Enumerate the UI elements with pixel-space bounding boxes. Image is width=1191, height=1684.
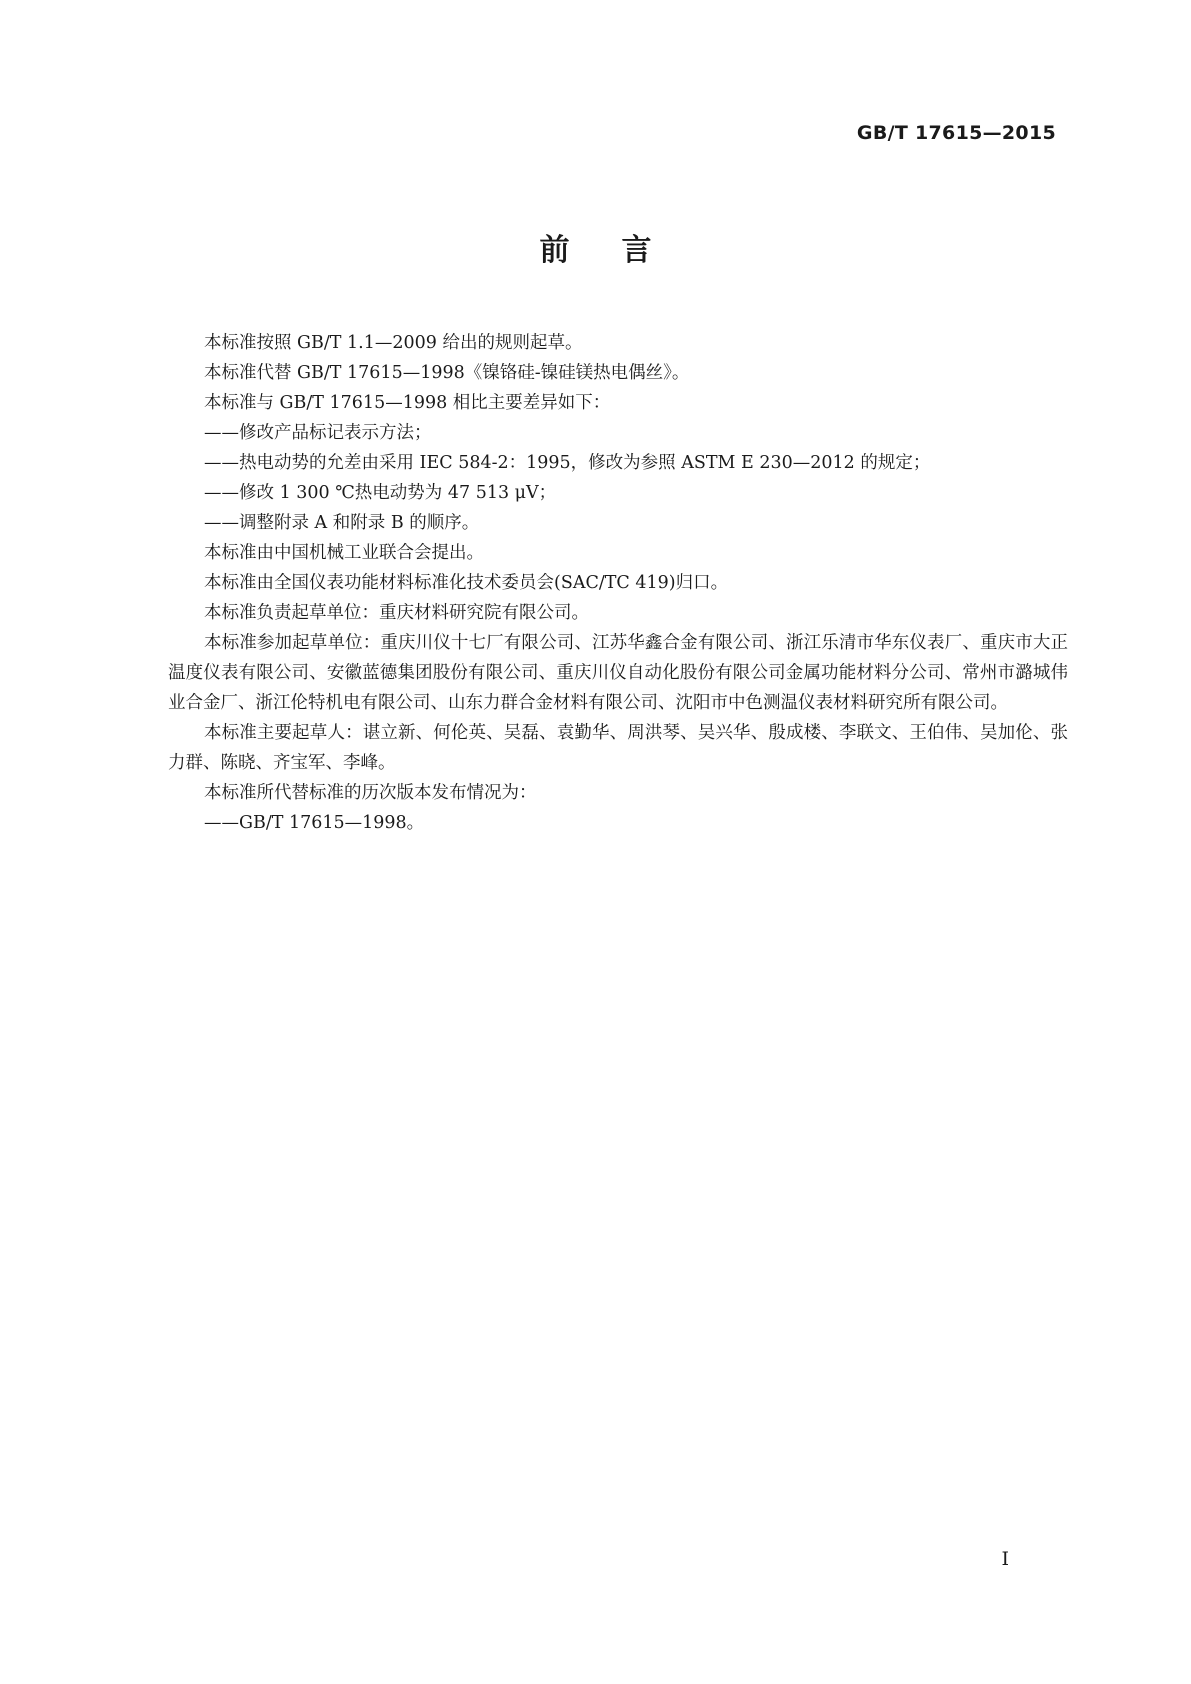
list-item-difference-marking: ——修改产品标记表示方法； [204, 423, 432, 443]
document-body [168, 328, 1068, 838]
paragraph-replaces: 本标准代替 GB/T 17615—1998《镍铬硅-镍硅镁热电偶丝》。 [204, 363, 690, 383]
page-title: 前言 [539, 233, 704, 268]
paragraph-proposed-by: 本标准由中国机械工业联合会提出。 [204, 543, 484, 563]
paragraph-differences-intro: 本标准与 GB/T 17615—1998 相比主要差异如下： [204, 393, 611, 413]
list-item-difference-annex-order: ——调整附录 A 和附录 B 的顺序。 [204, 513, 480, 533]
paragraph-participating-drafters: 本标准参加起草单位：重庆川仪十七厂有限公司、江苏华鑫合金有限公司、浙江乐清市华东仪表厂、重庆市大正温度仪表有限公司、安徽蓝德集团股份有限公司、重庆川仪自动化股份有限公司金属功能材料分公司、常州市潞城伟业合金厂、浙江伦特机电有限公司、山东力群合金材料有限公司、沈阳市中色测温仪表材料研究所有限公司。 [168, 633, 1068, 713]
paragraph-history-intro: 本标准所代替标准的历次版本发布情况为： [204, 783, 537, 803]
paragraph-drafting-rules: 本标准按照 GB/T 1.1—2009 给出的规则起草。 [204, 333, 583, 353]
paragraph-main-drafters: 本标准主要起草人：谌立新、何伦英、吴磊、袁勤华、周洪琴、吴兴华、殷成楼、李联文、王伯伟、吴加伦、张力群、陈晓、齐宝军、李峰。 [168, 723, 1068, 773]
paragraph-responsible-drafter: 本标准负责起草单位：重庆材料研究院有限公司。 [204, 603, 589, 623]
list-item-difference-emf: ——修改 1 300 ℃热电动势为 47 513 μV； [204, 483, 557, 503]
list-item-difference-tolerance: ——热电动势的允差由采用 IEC 584-2：1995，修改为参照 ASTM E 230—2012 的规定； [204, 453, 931, 473]
page-number: I [1001, 1548, 1009, 1570]
standard-code: GB/T 17615—2015 [856, 122, 1056, 144]
paragraph-administered-by: 本标准由全国仪表功能材料标准化技术委员会(SAC/TC 419)归口。 [204, 573, 729, 593]
list-item-history-version: ——GB/T 17615—1998。 [204, 813, 425, 833]
